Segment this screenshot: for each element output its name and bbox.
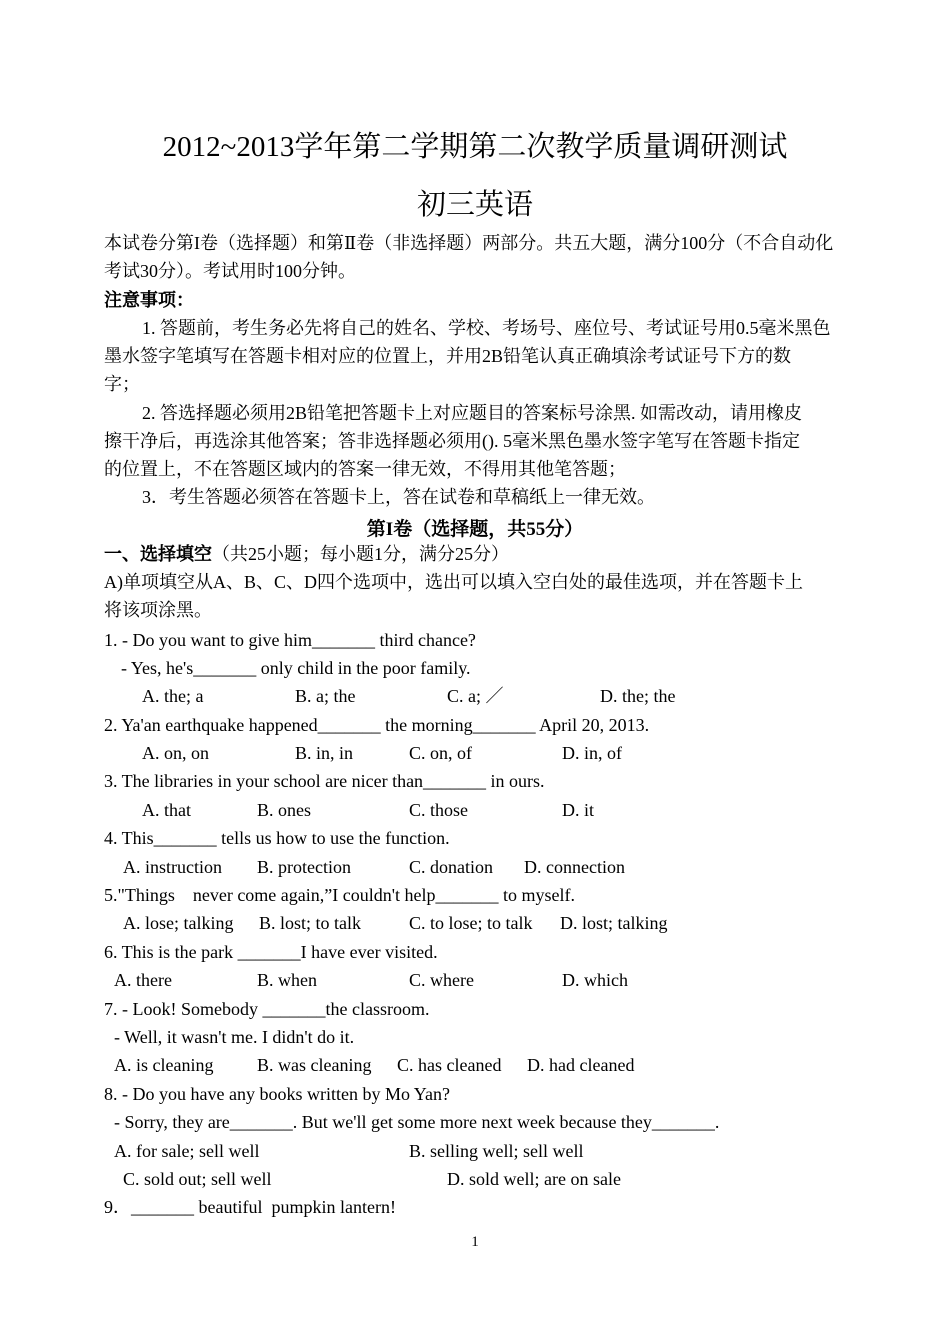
question-1: 1. - Do you want to give him_______ third chance?	[104, 630, 476, 650]
exam-title: 2012~2013学年第二学期第二次教学质量调研测试	[162, 131, 788, 163]
note-2-line-1: 2. 答选择题必须用2B铅笔把答题卡上对应题目的答案标号涂黑. 如需改动，请用橡皮	[142, 403, 803, 423]
note-2-line-2: 擦干净后，再选涂其他答案；答非选择题必须用(). 5毫米黑色墨水签字笔写在答题卡指定	[104, 431, 800, 451]
q3-option-b: B. ones	[257, 800, 311, 820]
intro-line-1: 本试卷分第I卷（选择题）和第Ⅱ卷（非选择题）两部分。共五大题，满分100分（不合自动化	[104, 233, 834, 253]
q6-option-b: B. when	[257, 970, 317, 990]
q5-option-c: C. to lose; to talk	[409, 913, 533, 933]
q2-option-b: B. in, in	[295, 743, 354, 763]
section-1-name: 一、选择填空	[104, 544, 212, 564]
q7-option-d: D. had cleaned	[527, 1055, 635, 1075]
q2-option-d: D. in, of	[562, 743, 622, 763]
part-1-title: 第I卷（选择题，共55分）	[366, 519, 584, 540]
q1-option-d: D. the; the	[600, 686, 676, 706]
section-1-heading	[104, 543, 509, 565]
question-8-reply: - Sorry, they are_______. But we'll get some more next week because they_______.	[114, 1112, 720, 1132]
q2-option-c: C. on, of	[409, 743, 472, 763]
q3-option-d: D. it	[562, 800, 595, 820]
q6-option-d: D. which	[562, 970, 628, 990]
q8-option-d: D. sold well; are on sale	[447, 1169, 621, 1189]
q6-option-a: A. there	[114, 970, 172, 990]
note-1-line-1: 1. 答题前，考生务必先将自己的姓名、学校、考场号、座位号、考试证号用0.5毫米黑色	[142, 318, 831, 338]
note-2-line-3: 的位置上，不在答题区域内的答案一律无效，不得用其他笔答题；	[104, 459, 626, 479]
question-4: 4. This_______ tells us how to use the function.	[104, 828, 450, 848]
q8-option-a: A. for sale; sell well	[114, 1141, 260, 1161]
q7-option-b: B. was cleaning	[257, 1055, 372, 1075]
question-5: 5."Things never come again,”I couldn't help_______ to myself.	[104, 885, 575, 905]
note-3: 3．考生答题必须答在答题卡上，答在试卷和草稿纸上一律无效。	[142, 487, 655, 507]
note-1-line-3: 字；	[104, 374, 140, 394]
q6-option-c: C. where	[409, 970, 474, 990]
instruction-line-2: 将该项涂黑。	[104, 600, 212, 620]
question-1-reply: - Yes, he's_______ only child in the poor family.	[121, 658, 471, 678]
q4-option-c: C. donation	[409, 857, 493, 877]
question-2: 2. Ya'an earthquake happened_______ the morning_______ April 20, 2013.	[104, 715, 650, 735]
question-7-reply: - Well, it wasn't me. I didn't do it.	[114, 1027, 355, 1047]
q2-option-a: A. on, on	[142, 743, 209, 763]
section-1-note: （共25小题；每小题1分，满分25分）	[212, 544, 509, 564]
exam-subject: 初三英语	[416, 189, 533, 221]
q7-option-a: A. is cleaning	[114, 1055, 214, 1075]
q1-option-c: C. a; ／	[447, 686, 504, 706]
q8-option-c: C. sold out; sell well	[123, 1169, 272, 1189]
q1-option-b: B. a; the	[295, 686, 356, 706]
q7-option-c: C. has cleaned	[397, 1055, 502, 1075]
q4-option-b: B. protection	[257, 857, 351, 877]
q3-option-c: C. those	[409, 800, 469, 820]
page-number: 1	[471, 1234, 479, 1250]
intro-line-2: 考试30分）。考试用时100分钟。	[104, 261, 356, 281]
q1-option-a: A. the; a	[142, 686, 204, 706]
question-9: 9．_______ beautiful pumpkin lantern!	[104, 1197, 396, 1217]
q4-option-d: D. connection	[524, 857, 625, 877]
question-6: 6. This is the park _______I have ever visited.	[104, 942, 438, 962]
question-3: 3. The libraries in your school are nicer than_______ in ours.	[104, 771, 545, 791]
q4-option-a: A. instruction	[123, 857, 222, 877]
note-1-line-2: 墨水签字笔填写在答题卡相对应的位置上，并用2B铅笔认真正确填涂考试证号下方的数	[104, 346, 792, 366]
notes-heading: 注意事项：	[104, 290, 194, 310]
q8-option-b: B. selling well; sell well	[409, 1141, 584, 1161]
q5-option-a: A. lose; talking	[123, 913, 234, 933]
q3-option-a: A. that	[142, 800, 191, 820]
question-7: 7. - Look! Somebody _______the classroom.	[104, 999, 430, 1019]
instruction-line-1: A)单项填空从A、B、C、D四个选项中，选出可以填入空白处的最佳选项，并在答题卡上	[104, 572, 803, 592]
q5-option-d: D. lost; talking	[560, 913, 668, 933]
q5-option-b: B. lost; to talk	[259, 913, 362, 933]
question-8: 8. - Do you have any books written by Mo Yan?	[104, 1084, 450, 1104]
